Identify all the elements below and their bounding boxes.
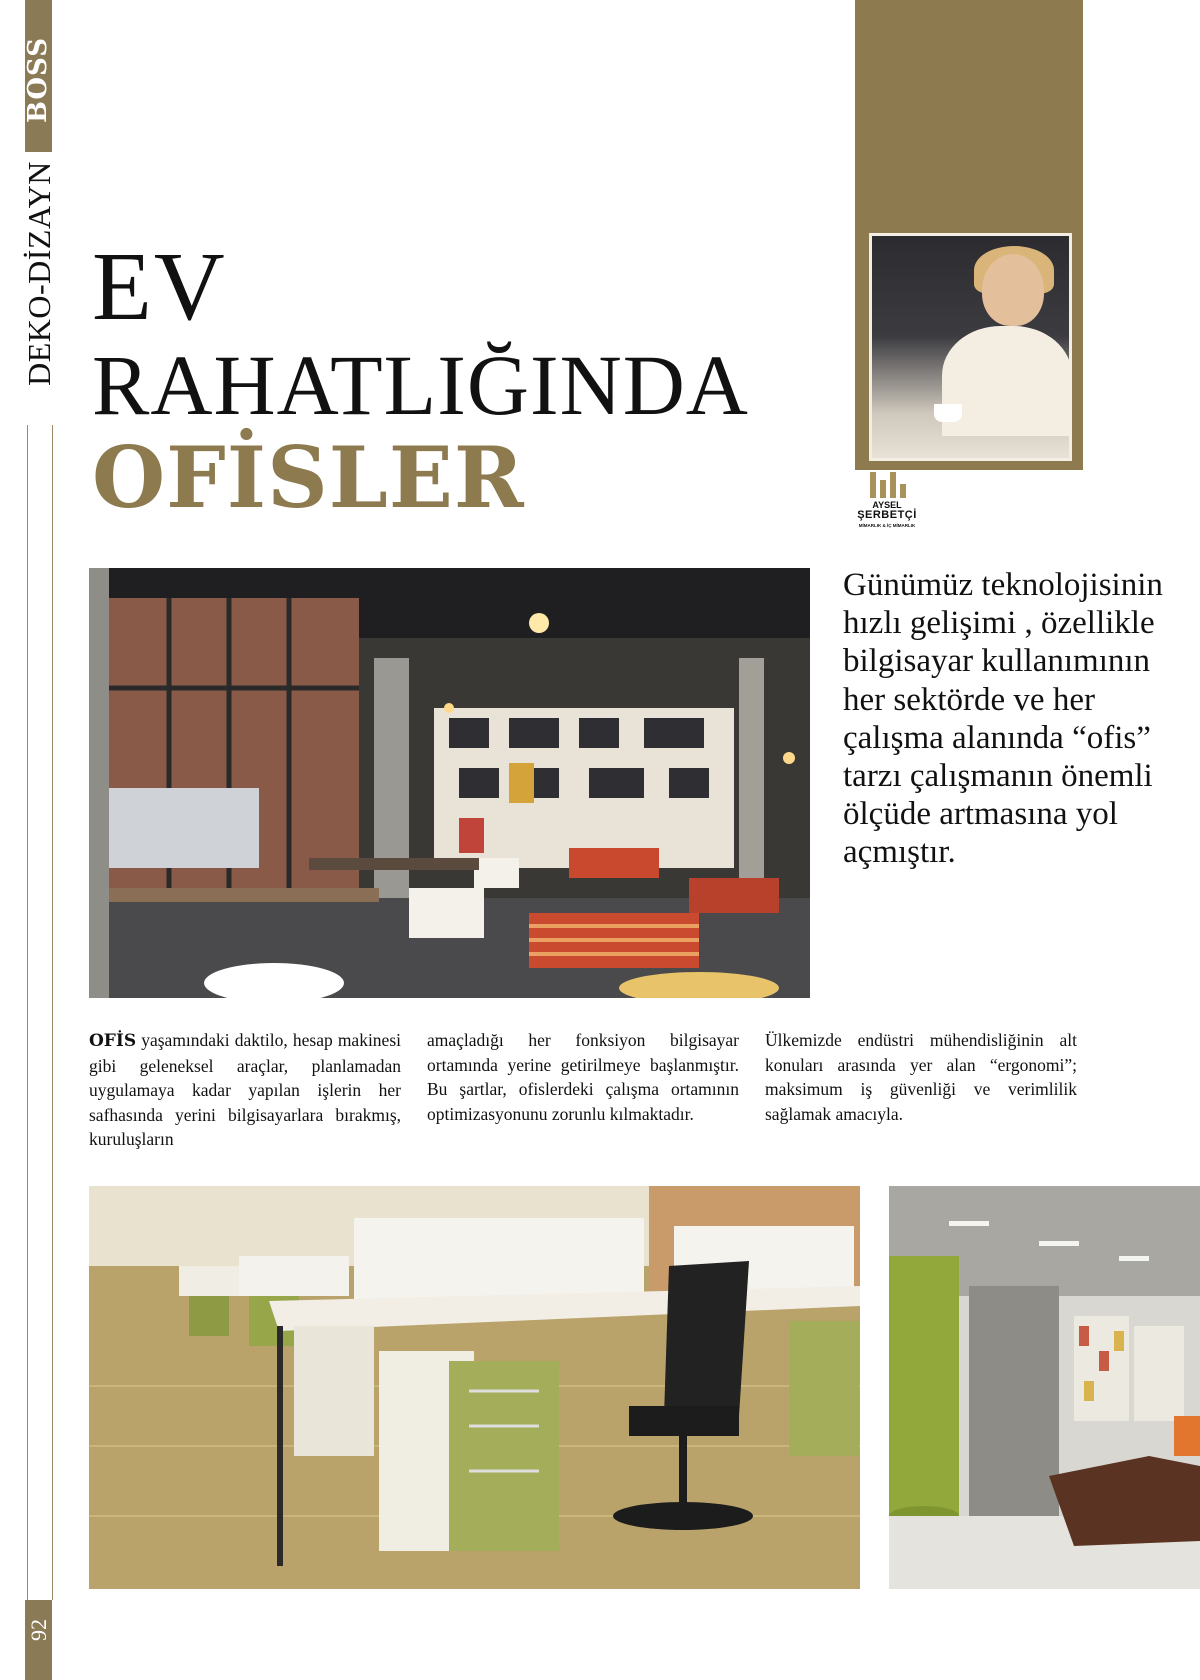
portrait-cup xyxy=(934,404,962,422)
brand-name: BOSS xyxy=(23,36,54,124)
title-line-1: EV xyxy=(92,233,227,341)
spine-rule xyxy=(27,425,28,1600)
open-office-hall-photo xyxy=(889,1186,1200,1589)
page-number-text: 92 xyxy=(25,1619,51,1641)
spine-rule xyxy=(52,425,53,1600)
body-text-2: amaçladığı her fonksiyon bilgisayar ortamında yerine getirilmeye başlanmıştır. Bu şartlar, ofislerdeki çalışma ortamının optimizasyonunu zorunlu kılmaktadır. xyxy=(427,1030,739,1124)
body-text-3: Ülkemizde endüstri mühendisliğinin alt konuları arasında yer alan “ergonomi”; maksimum iş güvenliği ve verimlilik sağlamak amacıyla. xyxy=(765,1030,1077,1124)
portrait-head xyxy=(982,254,1044,326)
author-logo xyxy=(850,472,924,532)
logo-mark-icon xyxy=(870,472,906,498)
office-lounge-photo xyxy=(89,568,810,998)
pull-quote: Günümüz teknolojisinin hızlı gelişimi , özellikle bilgisayar kullanımının her sektörde ve her çalışma alanında “ofis” tarzı çalışmanın önemli ölçüde artmasına yol açmıştır. xyxy=(843,567,1163,871)
section-name: DEKO-DİZAYN xyxy=(20,160,57,386)
body-column-1 xyxy=(89,1028,401,1152)
author-portrait xyxy=(869,233,1072,461)
title-line-2: RAHATLIĞINDA xyxy=(92,337,749,433)
logo-name-last: ŞERBETÇİ xyxy=(857,509,917,521)
brand-logo xyxy=(25,20,52,140)
section-label xyxy=(14,158,64,388)
logo-tagline: MİMARLIK & İÇ MİMARLIK xyxy=(858,523,916,528)
portrait-figure xyxy=(942,326,1072,436)
body-text-1: yaşamındaki daktilo, hesap makinesi gibi geleneksel araçlar, planlamadan uygulamaya kadar yapılan işlerin her safhasında yerini bilgisayarlara bırakmış, kuruluşların xyxy=(89,1030,401,1149)
body-column-2 xyxy=(427,1028,739,1126)
title-line-3: OFİSLER xyxy=(92,428,525,527)
body-column-3 xyxy=(765,1028,1077,1126)
lead-word: OFİS xyxy=(89,1031,137,1051)
workstation-photo xyxy=(89,1186,860,1589)
logo-name-first: AYSEL xyxy=(872,500,902,510)
page-number xyxy=(25,1605,52,1655)
